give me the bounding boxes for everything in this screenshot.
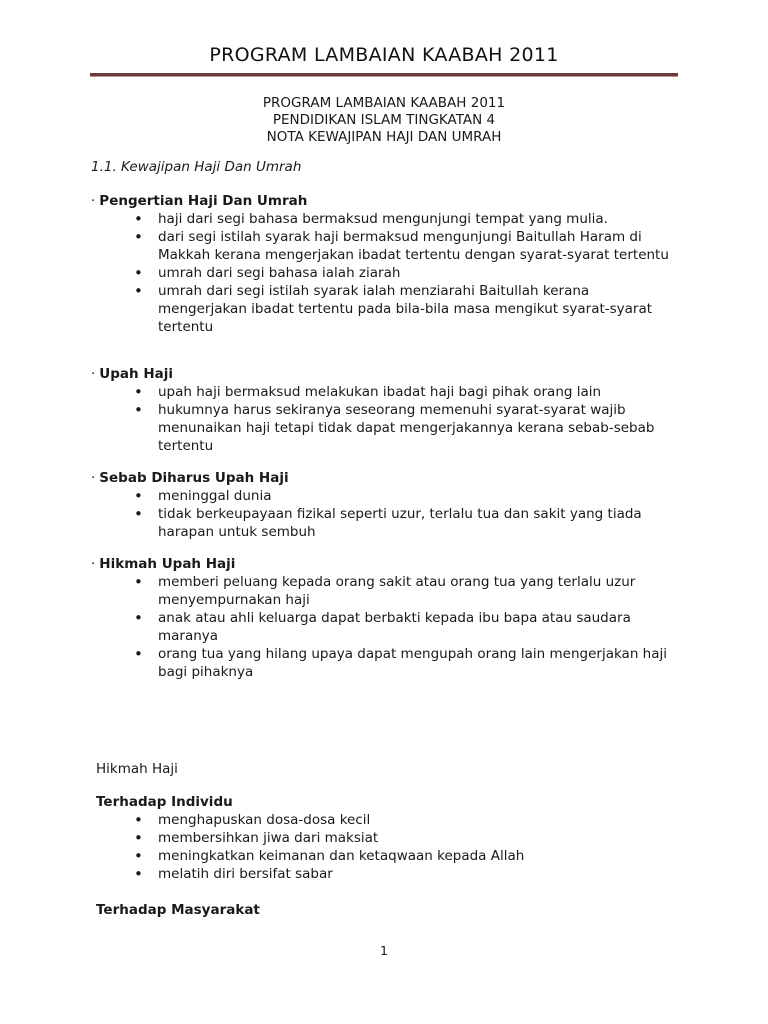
bullet-dot: ·: [91, 193, 96, 209]
block-title: · Sebab Diharus Upah Haji: [91, 470, 289, 486]
block-upah-haji: [91, 365, 691, 455]
block-pengertian: [91, 192, 691, 336]
block-title: · Hikmah Upah Haji: [91, 556, 236, 572]
list-item: • memberi peluang kepada orang sakit atau orang tua yang terlalu uzur menyempurnakan haji: [91, 573, 691, 609]
list-item: • upah haji bermaksud melakukan ibadat haji bagi pihak orang lain: [91, 383, 691, 401]
list-item: • meningkatkan keimanan dan ketaqwaan kepada Allah: [91, 847, 696, 865]
list-item: • anak atau ahli keluarga dapat berbakti kepada ibu bapa atau saudara maranya: [91, 609, 691, 645]
subheading-program: PROGRAM LAMBAIAN KAABAH 2011: [262, 95, 506, 111]
list-item: • tidak berkeupayaan fizikal seperti uzur, terlalu tua dan sakit yang tiada harapan untuk sembuh: [91, 505, 691, 541]
document-subheadings: [0, 95, 768, 146]
list-item: • haji dari segi bahasa bermaksud mengunjungi tempat yang mulia.: [91, 210, 691, 228]
terhadap-masyarakat-heading: Terhadap Masyarakat: [96, 902, 260, 918]
bullet-dot: ·: [91, 556, 96, 572]
bullet-list: [91, 487, 691, 541]
list-item: • hukumnya harus sekiranya seseorang memenuhi syarat-syarat wajib menunaikan haji tetapi tidak dapat mengerjakannya kerana sebab-sebab tertentu: [91, 401, 691, 455]
list-item: • meninggal dunia: [91, 487, 691, 505]
bullet-list: [91, 210, 691, 336]
block-sebab-diharus: [91, 469, 691, 541]
list-item: • dari segi istilah syarak haji bermaksud mengunjungi Baitullah Haram di Makkah kerana mengerjakan ibadat tertentu dengan syarat-syarat tertentu: [91, 228, 691, 264]
section-heading: 1.1. Kewajipan Haji Dan Umrah: [91, 159, 302, 175]
list-item: • orang tua yang hilang upaya dapat mengupah orang lain mengerjakan haji bagi pihaknya: [91, 645, 691, 681]
list-item: • melatih diri bersifat sabar: [91, 865, 696, 883]
bullet-dot: ·: [91, 470, 96, 486]
subheading-subject: PENDIDIKAN ISLAM TINGKATAN 4: [272, 112, 496, 128]
block-title: · Pengertian Haji Dan Umrah: [91, 193, 308, 209]
header-divider: [90, 73, 678, 77]
page-number: 1: [380, 943, 388, 958]
list-item: • umrah dari segi istilah syarak ialah menziarahi Baitullah kerana mengerjakan ibadat tertentu pada bila-bila masa mengikut syarat-syarat tertentu: [91, 282, 691, 336]
block-title: Terhadap Individu: [96, 794, 233, 810]
hikmah-haji-label: Hikmah Haji: [96, 761, 178, 777]
page-header-title: PROGRAM LAMBAIAN KAABAH 2011: [209, 44, 559, 66]
block-title: · Upah Haji: [91, 366, 174, 382]
list-item: • menghapuskan dosa-dosa kecil: [91, 811, 696, 829]
block-hikmah-upah-haji: [91, 555, 691, 681]
list-item: • membersihkan jiwa dari maksiat: [91, 829, 696, 847]
subheading-topic: NOTA KEWAJIPAN HAJI DAN UMRAH: [266, 129, 502, 145]
block-terhadap-individu: [96, 793, 696, 883]
list-item: • umrah dari segi bahasa ialah ziarah: [91, 264, 691, 282]
bullet-dot: ·: [91, 366, 96, 382]
bullet-list: [91, 383, 691, 455]
bullet-list: [91, 811, 696, 883]
bullet-list: [91, 573, 691, 681]
